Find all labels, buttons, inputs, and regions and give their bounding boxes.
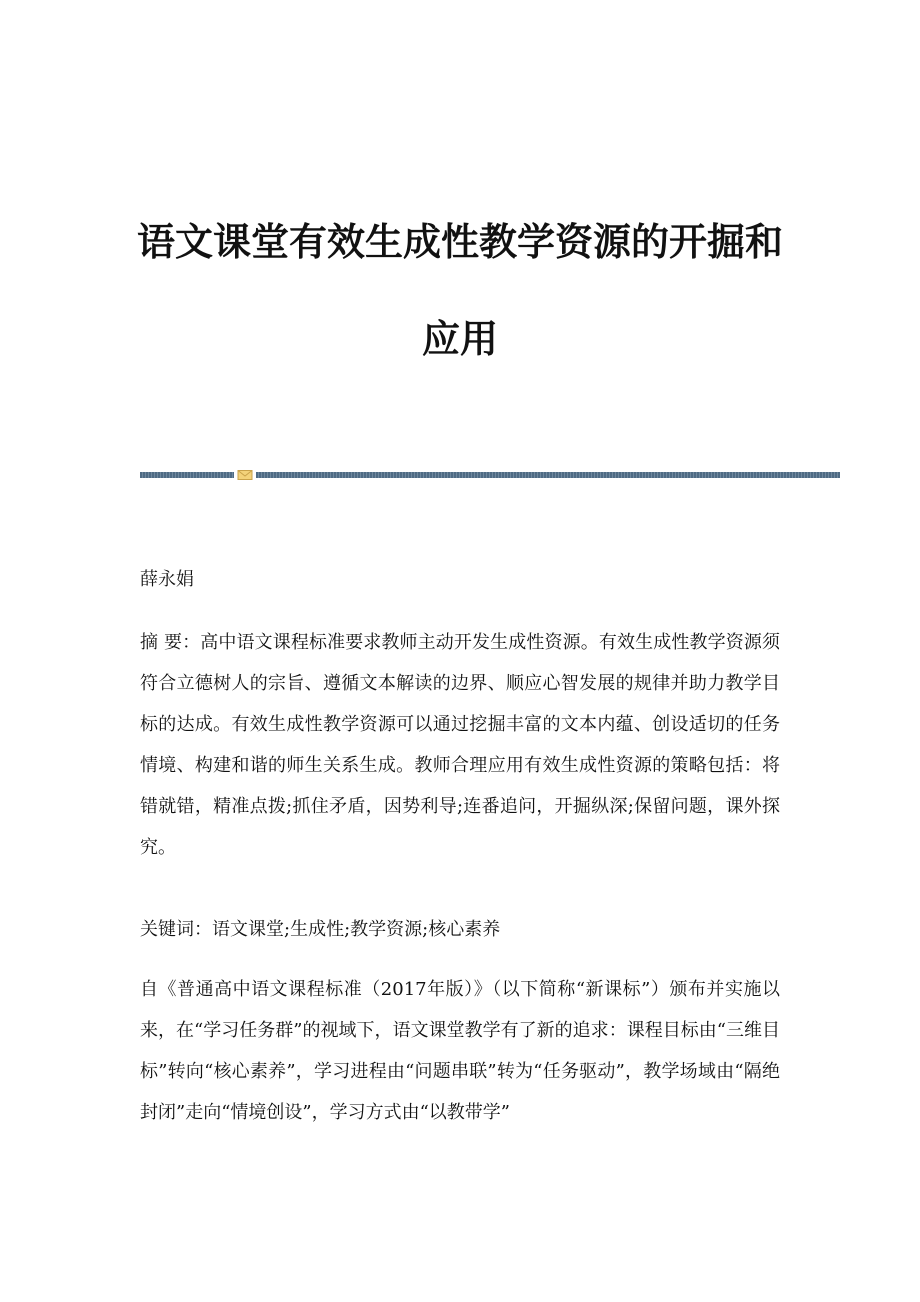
- intro-paragraph: 自《普通高中语文课程标准（2017年版）》（以下简称“新课标”）颁布并实施以来，在“学习任务群”的视域下，语文课堂教学有了新的追求：课程目标由“三维目标”转向“核心素养”，学习进程由“问题串联”转为“任务驱动”，教学场域由“隔绝封闭”走向“情境创设”，学习方式由“以教带学”: [140, 979, 780, 1123]
- document-title-line-2: 应用: [421, 317, 498, 361]
- abstract-paragraph: 摘 要：高中语文课程标准要求教师主动开发生成性资源。有效生成性教学资源须符合立德树人的宗旨、遵循文本解读的边界、顺应心智发展的规律并助力教学目标的达成。有效生成性教学资源可以通过挖掘丰富的文本内蕴、创设适切的任务情境、构建和谐的师生关系生成。教师合理应用有效生成性资源的策略包括：将错就错，精准点拨;抓住矛盾，因势利导;连番追问，开掘纵深;保留问题，课外探究。: [140, 632, 780, 858]
- author-name: 薛永娟: [140, 569, 194, 590]
- divider-bar-right: [256, 472, 840, 478]
- keywords-line: 关键词：语文课堂;生成性;教学资源;核心素养: [140, 919, 501, 940]
- document-title-line-1: 语文课堂有效生成性教学资源的开掘和: [136, 220, 783, 264]
- envelope-ornament-icon: [237, 469, 253, 481]
- title-divider: [140, 469, 840, 481]
- divider-bar-left: [140, 472, 234, 478]
